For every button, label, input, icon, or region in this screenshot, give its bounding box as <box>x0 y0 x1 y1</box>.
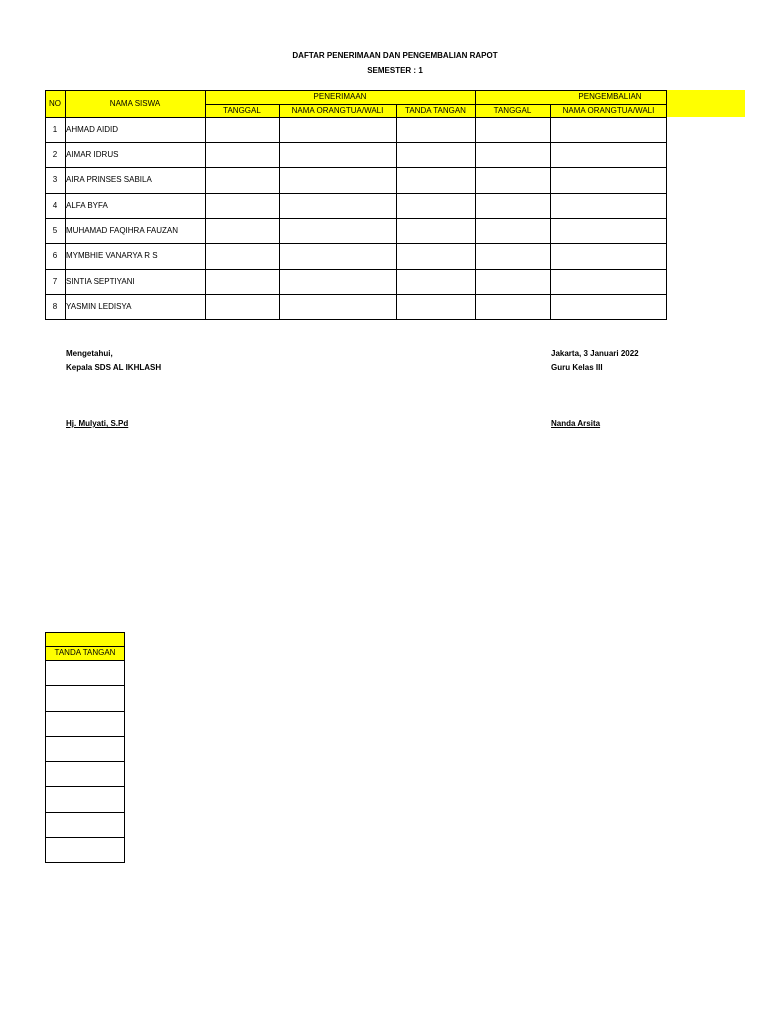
document-title: DAFTAR PENERIMAAN DAN PENGEMBALIAN RAPOT <box>292 51 498 60</box>
row-name: AIRA PRINSES SABILA <box>66 174 152 184</box>
row-no: 3 <box>52 174 58 184</box>
receive-signature-header: TANDA TANGAN <box>396 104 475 117</box>
grid-line <box>396 104 397 320</box>
grid-line <box>45 243 667 244</box>
grid-line <box>45 319 667 320</box>
principal-name: Hj. Mulyati, S.Pd <box>66 419 129 428</box>
row-no: 7 <box>52 276 58 286</box>
semester-label: SEMESTER : 1 <box>367 66 423 75</box>
grid-line <box>666 90 667 320</box>
row-name: SINTIA SEPTIYANI <box>66 276 135 286</box>
lower-signature-header: TANDA TANGAN <box>45 646 125 660</box>
place-date: Jakarta, 3 Januari 2022 <box>551 349 639 358</box>
row-name: ALFA BYFA <box>66 200 108 210</box>
grid-line <box>45 660 125 661</box>
principal-title: Kepala SDS AL IKHLASH <box>66 363 162 372</box>
return-parent-header: NAMA ORANGTUA/WALI <box>550 104 667 117</box>
grid-line <box>45 90 667 91</box>
row-no: 5 <box>52 225 58 235</box>
row-name: YASMIN LEDISYA <box>66 301 132 311</box>
grid-line <box>45 117 667 118</box>
row-no: 2 <box>52 149 58 159</box>
row-no: 4 <box>52 200 58 210</box>
grid-line <box>124 632 125 863</box>
return-group-header: PENGEMBALIAN <box>475 90 667 104</box>
name-header: NAMA SISWA <box>65 90 205 117</box>
no-header: NO <box>45 90 65 117</box>
grid-line <box>45 193 667 194</box>
grid-line <box>45 142 667 143</box>
receipt-return-table <box>45 90 667 320</box>
lower-blank-header <box>45 632 125 646</box>
grid-line <box>45 685 125 686</box>
grid-line <box>45 711 125 712</box>
row-name: MUHAMAD FAQIHRA FAUZAN <box>66 225 179 235</box>
acknowledged-label: Mengetahui, <box>66 349 113 358</box>
grid-line <box>45 786 125 787</box>
header-highlight-extension <box>667 90 745 117</box>
grid-line <box>65 90 66 320</box>
row-name: AHMAD AIDID <box>66 124 119 134</box>
grid-line <box>45 218 667 219</box>
grid-line <box>475 90 476 320</box>
grid-line <box>45 167 667 168</box>
grid-line <box>205 90 206 320</box>
receive-parent-header: NAMA ORANGTUA/WALI <box>279 104 396 117</box>
grid-line <box>205 104 667 105</box>
grid-line <box>45 90 46 320</box>
grid-line <box>45 812 125 813</box>
grid-line <box>45 646 125 647</box>
receive-group-header: PENERIMAAN <box>205 90 475 104</box>
grid-line <box>45 761 125 762</box>
receive-date-header: TANGGAL <box>205 104 279 117</box>
row-no: 1 <box>52 124 58 134</box>
grid-line <box>45 736 125 737</box>
grid-line <box>45 837 125 838</box>
grid-line <box>45 632 125 633</box>
grid-line <box>550 104 551 320</box>
grid-line <box>45 294 667 295</box>
grid-line <box>279 104 280 320</box>
row-name: AIMAR IDRUS <box>66 149 119 159</box>
row-no: 6 <box>52 250 58 260</box>
grid-line <box>45 632 46 863</box>
row-name: MYMBHIE VANARYA R S <box>66 250 158 260</box>
teacher-name: Nanda Arsita <box>551 419 601 428</box>
lower-signature-table <box>45 632 125 863</box>
grid-line <box>45 269 667 270</box>
return-date-header: TANGGAL <box>475 104 550 117</box>
teacher-title: Guru Kelas III <box>551 363 603 372</box>
row-no: 8 <box>52 301 58 311</box>
grid-line <box>45 862 125 863</box>
